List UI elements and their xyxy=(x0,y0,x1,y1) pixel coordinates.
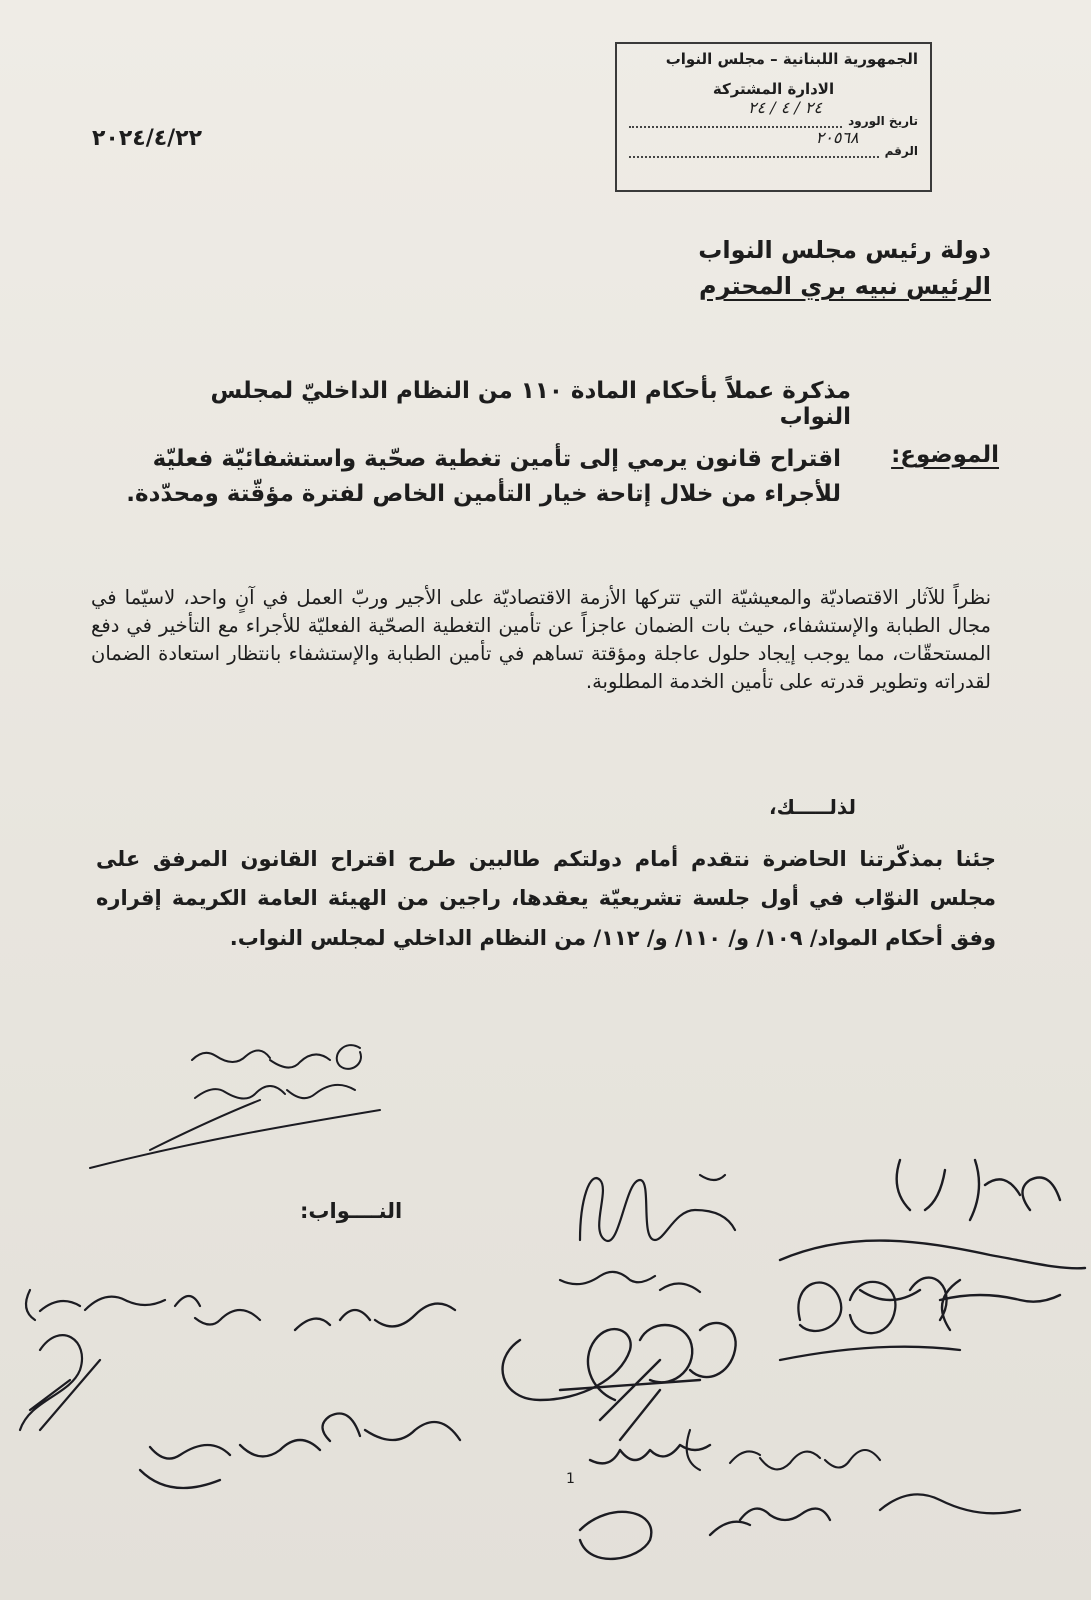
signature-hawat xyxy=(140,1304,460,1488)
signature-adwan xyxy=(687,1430,880,1470)
signature-bustani xyxy=(560,1175,735,1292)
stamp-department: الادارة المشتركة xyxy=(712,80,835,98)
subject-text: اقتراح قانون يرمي إلى تأمين تغطية صحّية واستشفائيّة فعليّة للأجراء من خلال إتاحة خيار التأمين الخاص لفترة مؤقّتة ومحدّدة. xyxy=(126,446,841,507)
signature-hasbani xyxy=(503,1323,736,1559)
signature-makhzoumi xyxy=(90,1045,380,1168)
stamp-date-value: ٢٤ / ٤ / ٢٤ xyxy=(747,98,823,117)
therefore-heading: لذلـــــك، xyxy=(769,795,856,819)
signature-frem xyxy=(780,1160,1085,1302)
addressee-name: الرئيس نبيه بري المحترم xyxy=(698,272,991,300)
request-paragraph: جئنا بمذكّرتنا الحاضرة نتقدم أمام دولتكم طالبين طرح اقتراح القانون المرفق على مجلس النوّاب في أول جلسة تشريعيّة يعقدها، راجين من الهيئة العامة الكريمة إقراره وفق أحكام المواد/ ١٠٩/ و/ ١١٠/ و/ ١١٢/ من النظام الداخلي لمجلس النواب. xyxy=(96,847,996,950)
body-paragraph: نظراً للآثار الاقتصاديّة والمعيشيّة التي تتركها الأزمة الاقتصاديّة على الأجير وربّ العمل في آنٍ واحد، لاسيّما في مجال الطبابة والإستشفاء، حيث بات الضمان عاجزاً عن تأمين التغطية الصحّية الفعليّة للأجراء مع التأخير في دفع المستحقّات، مما يوجب إيجاد حلول عاجلة ومؤقتة تساهم في تأمين الطبابة والإستشفاء بانتظار استعادة الضمان لقدراته وتطوير قدرته على تأمين الخدمة المطلوبة. xyxy=(91,586,991,693)
addressee-title: دولة رئيس مجلس النواب xyxy=(698,236,991,264)
signature-hajj xyxy=(20,1290,260,1430)
deputies-label: النــــواب: xyxy=(300,1199,403,1223)
subject-label: الموضوع: xyxy=(891,442,999,468)
letter-date: ٢٠٢٤/٤/٢٢ xyxy=(92,126,203,151)
signature-riachi xyxy=(710,1278,1020,1535)
page-number: 1 xyxy=(566,1471,575,1487)
stamp-authority: الجمهورية اللبنانية – مجلس النواب xyxy=(665,50,918,68)
stamp-number-label: الرقم xyxy=(884,144,918,158)
stamp-number-value: ٢٠٥٦٨ xyxy=(815,128,859,147)
stamp-date-label: تاريخ الورود xyxy=(848,114,918,128)
memo-title: مذكرة عملاً بأحكام المادة ١١٠ من النظام الداخليّ لمجلس النواب xyxy=(210,378,851,430)
